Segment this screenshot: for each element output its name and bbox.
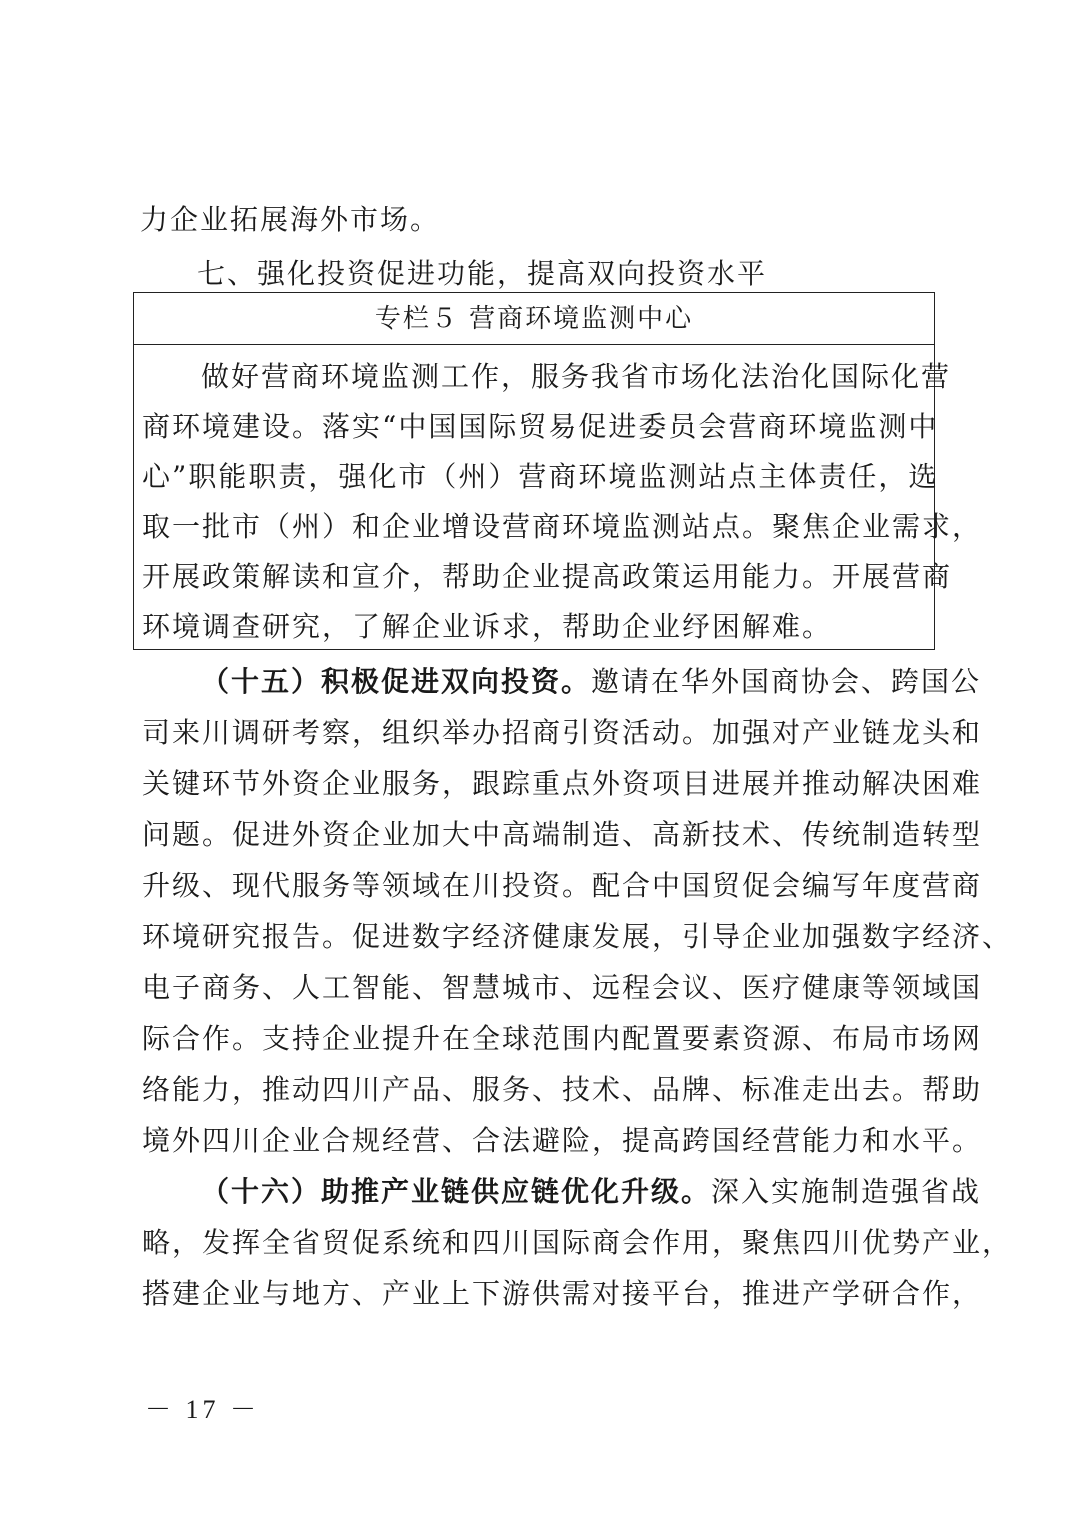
- section-heading: 七、强化投资促进功能，提高双向投资水平: [197, 257, 768, 290]
- box-title: 专栏５ 营商环境监测中心: [134, 293, 934, 345]
- paragraph-15-lead: （十五）积极促进双向投资。: [201, 665, 592, 698]
- page-number: － 17 －: [145, 1395, 261, 1424]
- paragraph-15-line: 络能力，推动四川产品、服务、技术、品牌、标准走出去。帮助: [142, 1073, 983, 1106]
- paragraph-16-first-line-text: 深入实施制造强省战: [711, 1175, 982, 1208]
- box-text-line: 开展政策解读和宣介，帮助企业提高政策运用能力。开展营商: [142, 560, 953, 593]
- box-text-line: 环境调查研究，了解企业诉求，帮助企业纾困解难。: [142, 610, 833, 643]
- paragraph-16-line: 略，发挥全省贸促系统和四川国际商会作用，聚焦四川优势产业，: [142, 1226, 1013, 1259]
- paragraph-15-line: 关键环节外资企业服务，跟踪重点外资项目进展并推动解决困难: [142, 767, 983, 800]
- paragraph-15-first-line: [201, 662, 981, 702]
- paragraph-15-line: 升级、现代服务等领域在川投资。配合中国贸促会编写年度营商: [142, 869, 983, 902]
- paragraph-15-line: 问题。促进外资企业加大中高端制造、高新技术、传统制造转型: [142, 818, 983, 851]
- paragraph-15-line: 电子商务、人工智能、智慧城市、远程会议、医疗健康等领域国: [142, 971, 983, 1004]
- paragraph-15-line: 环境研究报告。促进数字经济健康发展，引导企业加强数字经济、: [142, 920, 1013, 953]
- paragraph-15-first-line-text: 邀请在华外国商协会、跨国公: [591, 665, 982, 698]
- paragraph-16-line: 搭建企业与地方、产业上下游供需对接平台，推进产学研合作，: [142, 1277, 983, 1310]
- box-text-line: 做好营商环境监测工作，服务我省市场化法治化国际化营: [201, 360, 952, 393]
- paragraph-15-line: 司来川调研考察，组织举办招商引资活动。加强对产业链龙头和: [142, 716, 983, 749]
- continuation-line: 力企业拓展海外市场。: [140, 203, 441, 236]
- paragraph-16-first-line: [201, 1172, 981, 1212]
- box-text-line: 商环境建设。落实“中国国际贸易促进委员会营商环境监测中: [142, 410, 939, 443]
- paragraph-15-line: 境外四川企业合规经营、合法避险，提高跨国经营能力和水平。: [142, 1124, 983, 1157]
- box-text-line: 取一批市（州）和企业增设营商环境监测站点。聚焦企业需求，: [142, 510, 983, 543]
- box-text-line: 心”职能职责，强化市（州）营商环境监测站点主体责任，选: [142, 460, 939, 493]
- paragraph-15-line: 际合作。支持企业提升在全球范围内配置要素资源、布局市场网: [142, 1022, 983, 1055]
- paragraph-16-lead: （十六）助推产业链供应链优化升级。: [201, 1175, 712, 1208]
